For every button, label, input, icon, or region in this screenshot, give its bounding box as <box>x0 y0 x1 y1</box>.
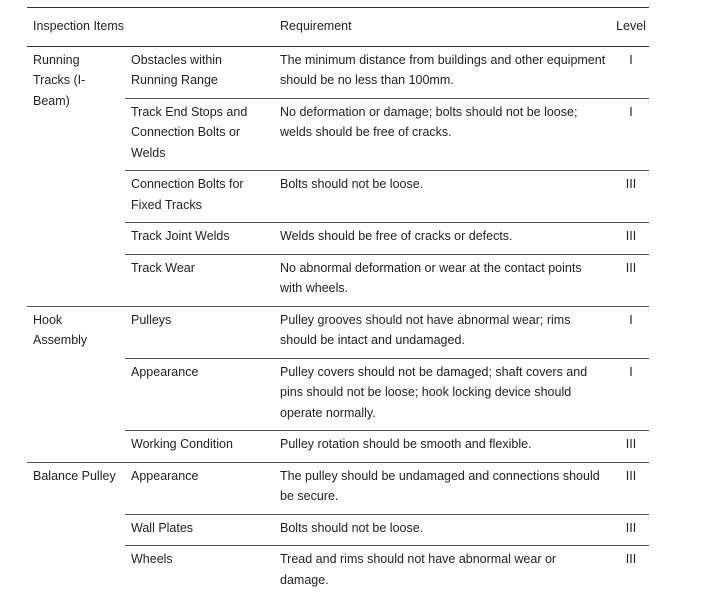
requirement-text: Bolts should not be loose. <box>274 514 613 546</box>
requirement-text: Pulley covers should not be damaged; shaft covers and pins should not be loose; hook locking device should operate normally. <box>274 358 613 431</box>
header-inspection-items: Inspection Items <box>27 8 274 47</box>
inspection-item: Track End Stops and Connection Bolts or Welds <box>125 98 274 171</box>
level-value: III <box>613 546 649 597</box>
requirement-text: Pulley rotation should be smooth and flexible. <box>274 431 613 463</box>
inspection-item: Track Wear <box>125 254 274 306</box>
level-value: III <box>613 254 649 306</box>
requirement-text: Welds should be free of cracks or defects. <box>274 223 613 255</box>
requirement-text: Tread and rims should not have abnormal wear or damage. <box>274 546 613 597</box>
level-value: I <box>613 358 649 431</box>
level-value: I <box>613 46 649 98</box>
table-row <box>27 306 649 358</box>
level-value: I <box>613 306 649 358</box>
inspection-table <box>27 7 649 597</box>
inspection-item: Appearance <box>125 462 274 514</box>
inspection-item: Pulleys <box>125 306 274 358</box>
inspection-item: Wheels <box>125 546 274 597</box>
header-requirement: Requirement <box>274 8 613 47</box>
level-value: III <box>613 431 649 463</box>
group-name: Running Tracks (I-Beam) <box>27 46 125 306</box>
level-value: III <box>613 223 649 255</box>
level-value: III <box>613 514 649 546</box>
level-value: III <box>613 462 649 514</box>
header-level: Level <box>613 8 649 47</box>
table-row <box>27 46 649 98</box>
requirement-text: Bolts should not be loose. <box>274 171 613 223</box>
table-row <box>27 462 649 514</box>
level-value: III <box>613 171 649 223</box>
table-header-row <box>27 8 649 47</box>
group-name: Balance Pulley <box>27 462 125 597</box>
requirement-text: Pulley grooves should not have abnormal wear; rims should be intact and undamaged. <box>274 306 613 358</box>
inspection-item: Connection Bolts for Fixed Tracks <box>125 171 274 223</box>
level-value: I <box>613 98 649 171</box>
inspection-item: Working Condition <box>125 431 274 463</box>
group-name: Hook Assembly <box>27 306 125 462</box>
inspection-item: Track Joint Welds <box>125 223 274 255</box>
inspection-item: Appearance <box>125 358 274 431</box>
inspection-item: Wall Plates <box>125 514 274 546</box>
requirement-text: The pulley should be undamaged and connections should be secure. <box>274 462 613 514</box>
requirement-text: No deformation or damage; bolts should not be loose; welds should be free of cracks. <box>274 98 613 171</box>
requirement-text: The minimum distance from buildings and other equipment should be no less than 100mm. <box>274 46 613 98</box>
requirement-text: No abnormal deformation or wear at the contact points with wheels. <box>274 254 613 306</box>
inspection-item: Obstacles within Running Range <box>125 46 274 98</box>
